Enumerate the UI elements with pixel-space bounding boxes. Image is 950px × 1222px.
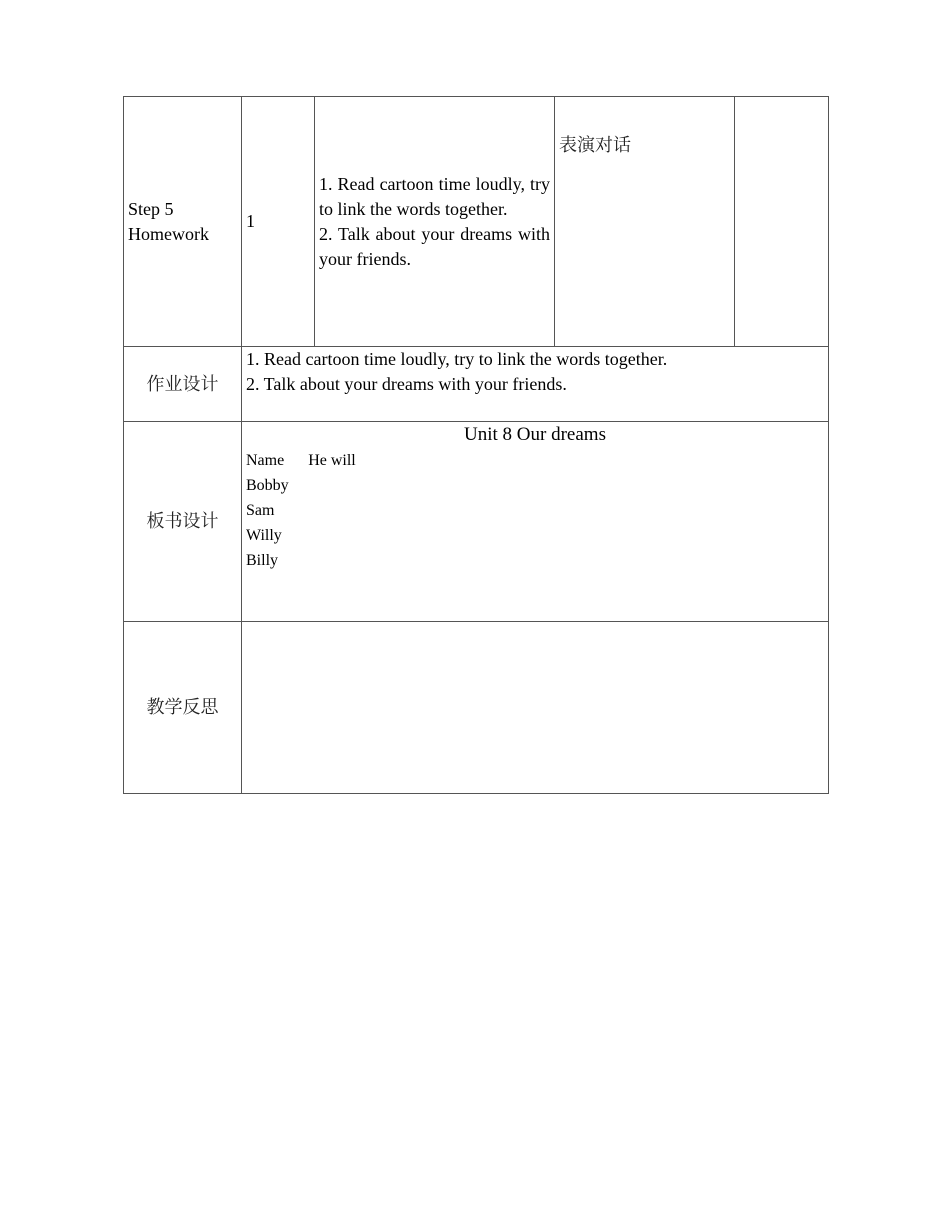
step-row — [124, 97, 829, 347]
homework-label: 作业设计 — [124, 347, 242, 422]
board-name-item: Willy — [246, 527, 282, 544]
lesson-plan-table — [123, 96, 829, 794]
activity-cell: 表演对话 — [555, 97, 735, 347]
board-header-will: He will — [308, 452, 356, 469]
homework-row — [124, 347, 829, 422]
reflection-cell — [242, 622, 829, 794]
time-cell: 1 — [242, 97, 315, 347]
content-item: 1. Read cartoon time loudly, try to link the words together. — [319, 173, 550, 219]
board-name-item: Billy — [246, 552, 279, 569]
reflection-row — [124, 622, 829, 794]
board-cell — [242, 422, 829, 622]
step-cell — [124, 97, 242, 347]
board-title: Unit 8 Our dreams — [464, 424, 606, 445]
homework-cell — [242, 347, 829, 422]
board-name-item: Bobby — [246, 477, 289, 494]
board-label: 板书设计 — [124, 422, 242, 622]
content-cell — [315, 97, 555, 347]
board-name-item: Sam — [246, 502, 275, 519]
reflection-label: 教学反思 — [124, 622, 242, 794]
homework-item: 2. Talk about your dreams with your friends. — [246, 374, 567, 394]
note-cell — [735, 97, 829, 347]
board-header-name: Name — [246, 452, 285, 469]
step-label: Step 5 — [128, 198, 174, 219]
board-row — [124, 422, 829, 622]
step-title: Homework — [128, 223, 209, 244]
content-item: 2. Talk about your dreams with your friends. — [319, 223, 550, 269]
homework-item: 1. Read cartoon time loudly, try to link the words together. — [246, 349, 668, 369]
board-header — [246, 448, 824, 473]
